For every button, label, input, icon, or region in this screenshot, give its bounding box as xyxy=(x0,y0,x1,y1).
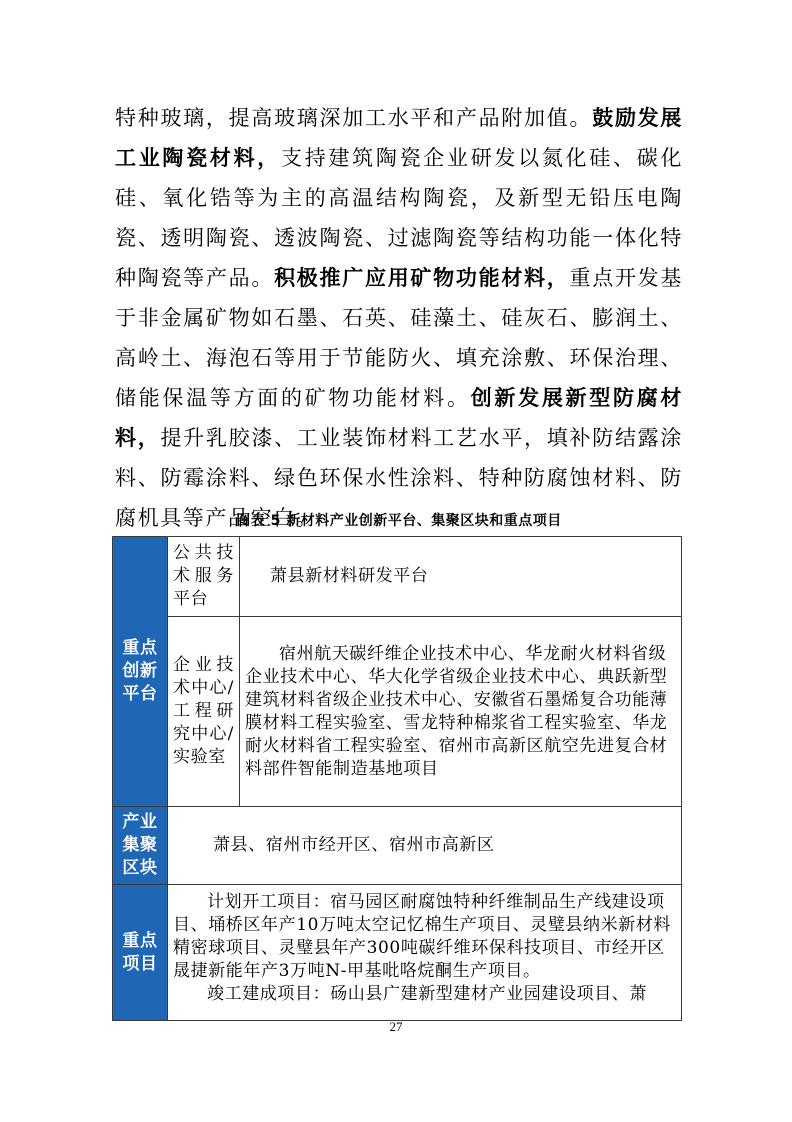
cluster-category-cell: 产业集聚区块 xyxy=(113,807,168,885)
cluster-value-cell: 萧县、宿州市经开区、宿州市高新区 xyxy=(168,807,682,885)
bold-lead-phrase: 创新发展新型防腐材料， xyxy=(115,386,684,450)
new-materials-table xyxy=(112,536,682,1021)
figure-caption: 图表 5 新材料产业创新平台、集聚区块和重点项目 xyxy=(236,513,562,529)
projects-category-cell: 重点项目 xyxy=(113,885,168,1021)
planned-projects-text: 计划开工项目：宿马园区耐腐蚀特种纤维制品生产线建设项目、埇桥区年产10万吨太空记忆棉生产项目、灵璧县纳米新材料精密球项目、灵璧县年产300吨碳纤维环保科技项目、市经开区晟捷新能年产3万吨N-甲基吡咯烷酮生产项目。 xyxy=(173,892,672,981)
table-row xyxy=(113,807,682,885)
projects-value-cell xyxy=(168,885,682,1021)
body-paragraph xyxy=(115,98,683,538)
bold-lead-phrase: 鼓励发展工业陶瓷材料， xyxy=(115,106,683,170)
table-row xyxy=(113,617,682,807)
public-service-value-cell: 萧县新材料研发平台 xyxy=(240,537,682,617)
enterprise-label-cell: 企业技术中心/工程研究中心/实验室 xyxy=(168,617,240,807)
table-row xyxy=(113,885,682,1021)
page-number: 27 xyxy=(389,1019,403,1034)
bold-lead-phrase: 积极推广应用矿物功能材料， xyxy=(274,266,570,290)
paragraph-text: 支持建筑陶瓷企业研发以氮化硅、碳化硅、氧化锆等为主的高温结构陶瓷，及新型无铅压电陶瓷、透明陶瓷、透波陶瓷、过滤陶瓷等结构功能一体化特种陶瓷等产品。 xyxy=(115,146,684,290)
public-service-label-cell: 公共技术服务平台 xyxy=(168,537,240,617)
platform-category-cell: 重点创新平台 xyxy=(113,537,168,807)
paragraph-text: 提升乳胶漆、工业装饰材料工艺水平，填补防结露涂料、防霉涂料、绿色环保水性涂料、特种防腐蚀材料、防腐机具等产品空白。 xyxy=(115,426,683,530)
table-row xyxy=(113,537,682,617)
paragraph-text: 特种玻璃，提高玻璃深加工水平和产品附加值。 xyxy=(115,106,593,130)
completed-projects-text: 竣工建成项目：砀山县广建新型建材产业园建设项目、萧 xyxy=(207,984,647,1004)
enterprise-value-cell xyxy=(240,617,682,807)
enterprise-value-text: 宿州航天碳纤维企业技术中心、华龙耐火材料省级企业技术中心、华大化学省级企业技术中心、典跃新型建筑材料省级企业技术中心、安徽省石墨烯复合功能薄膜材料工程实验室、雪龙特种棉浆省工程实验室、华龙耐火材料省工程实验室、宿州市高新区航空先进复合材料部件智能制造基地项目 xyxy=(245,643,668,779)
paragraph-text: 重点开发基于非金属矿物如石墨、石英、硅藻土、硅灰石、膨润土、高岭土、海泡石等用于节能防火、填充涂敷、环保治理、储能保温等方面的矿物功能材料。 xyxy=(115,266,683,410)
